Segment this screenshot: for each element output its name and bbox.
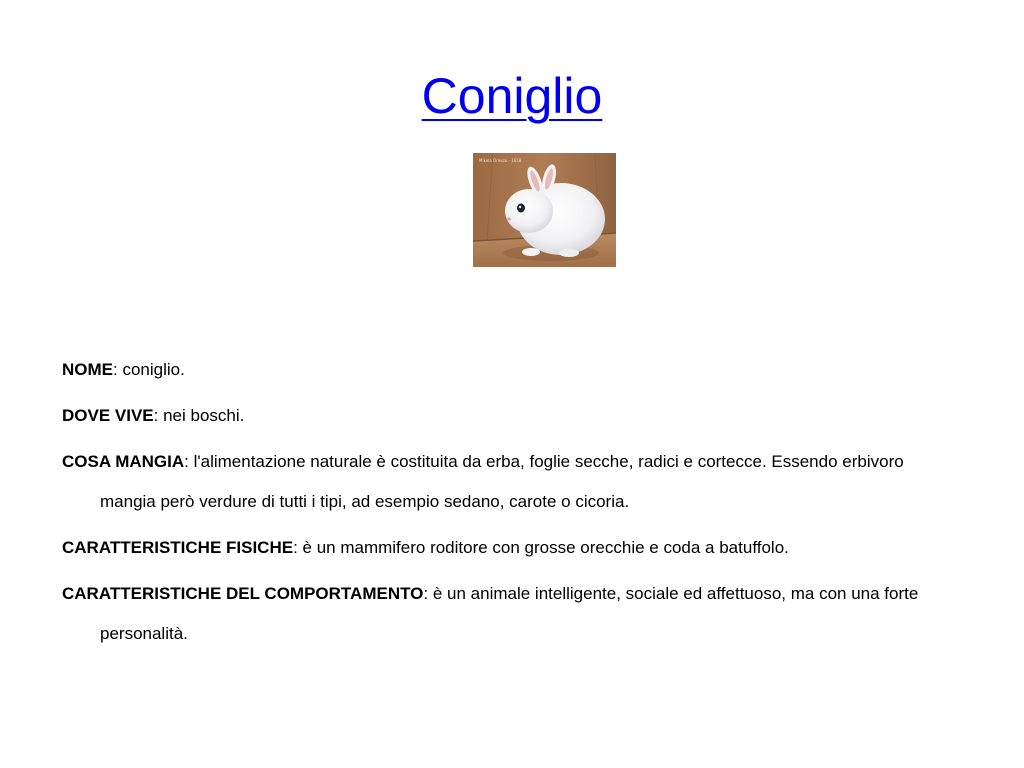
rabbit-photo [473,153,616,267]
item-caratteristiche-fisiche [62,528,962,568]
item-cosa-mangia [62,442,962,522]
item-label: CARATTERISTICHE FISICHE [62,538,294,557]
item-label: NOME [62,360,113,379]
item-caratteristiche-comportamento [62,574,962,654]
item-text: : nei boschi. [153,406,245,425]
item-text: : coniglio. [113,360,185,379]
slide-body [62,350,962,660]
slide-title-link[interactable]: Coniglio [421,68,603,124]
item-text: : è un mammifero roditore con grosse orecchie e coda a batuffolo. [293,538,789,557]
item-text: : è un animale intelligente, sociale ed affettuoso, ma con una forte personalità. [100,584,919,643]
item-nome [62,350,962,390]
item-text: : l'alimentazione naturale è costituita da erba, foglie secche, radici e cortecce. Essendo erbivoro mangia però verdure di tutti i tipi, ad esempio sedano, carote o cicoria. [100,452,904,511]
item-dove-vive [62,396,962,436]
item-label: DOVE VIVE [62,406,154,425]
photo-caption: Mikela Ornezo - 1618 [479,158,522,163]
title-area [0,64,1024,128]
item-label: COSA MANGIA [62,452,185,471]
item-label: CARATTERISTICHE DEL COMPORTAMENTO [62,584,424,603]
